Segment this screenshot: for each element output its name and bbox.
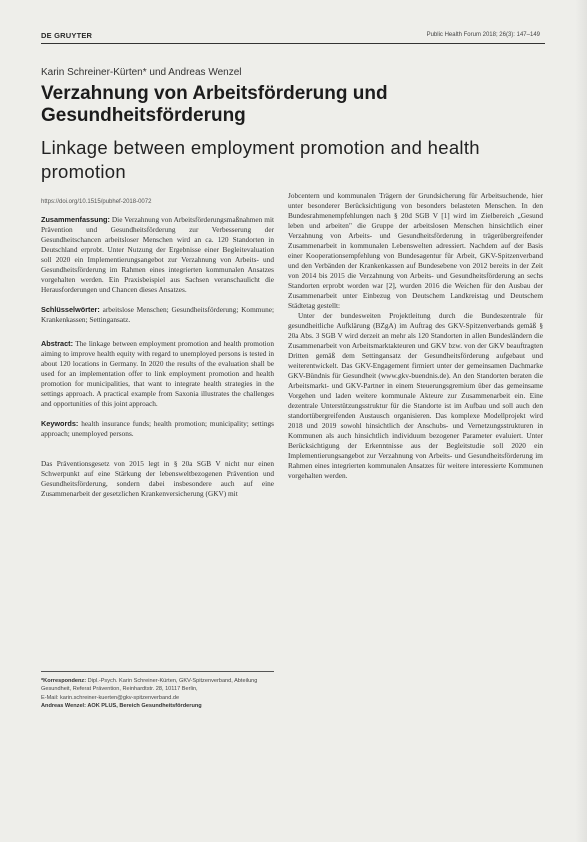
body-paragraph-1: Jobcentern und kommunalen Trägern der Grundsicherung für Arbeitsuchende, hier unter besonderer Berücksichtigung von besonders belasteten Menschen. In den Bundesrahmenempfehlungen nach § 20d SGB V [1] wird im Zielbereich „Gesund leben und arbeiten" die Gruppe der arbeitslosen Menschen hinsichtlich einer Verzahnung von Arbeits- und Gesundheitsförderung in trägerübergreifender Zusammenarbeit in kommunalen Lebenswelten adressiert. Nachdem auf der Basis einer Kooperationsempfehlung von Bundesagentur für Arbeit, GKV-Spitzenverband und den Verbänden der Krankenkassen auf Bundesebene von 2012 bereits in der Zeit von 2014 bis 2015 die Verzahnung von Arbeits- und Gesundheitsförderung an sechs Standorten erprobt worden war [2], wurden 2016 die Weichen für den Ausbau der Zusammenarbeit unter Einbezug von Deutschem Landkreistag und Deutschem Städtetag gestellt: bbox=[288, 191, 543, 310]
footnote-email[interactable]: E-Mail: karin.schreiner-kuerten@gkv-spitzenverband.de bbox=[41, 694, 180, 701]
intro-paragraph: Das Präventionsgesetz von 2015 legt in § 20a SGB V nicht nur einen Schwerpunkt auf eine Stärkung der lebensweltbezogenen Prävention und Gesundheitsförderung, sondern dabei insbesondere auch auf eine Zusammenarbeit der gesetzlichen Krankenversicherung (GKV) mit bbox=[41, 459, 274, 498]
keywords-text: health insurance funds; health promotion; municipality; settings approach; unemployed persons. bbox=[41, 419, 274, 438]
publisher-name: DE GRUYTER bbox=[41, 31, 93, 40]
author-line: Karin Schreiner-Kürten* und Andreas Wenzel bbox=[41, 67, 242, 78]
doi-link[interactable]: https://doi.org/10.1515/pubhef-2018-0072 bbox=[41, 199, 152, 205]
zusammenfassung-label: Zusammenfassung: bbox=[41, 215, 110, 224]
schluesselwoerter-block bbox=[41, 305, 274, 325]
journal-reference: Public Health Forum 2018; 26(3): 147–149 bbox=[426, 32, 540, 38]
body-paragraph-2: Unter der bundesweiten Projektleitung durch die Bundeszentrale für gesundheitliche Aufklärung (BZgA) im Auftrag des GKV-Spitzenverbands gemäß § 20a Abs. 3 SGB V wird derzeit an mehr als 120 Standorten in allen Bundesländern die Zusammenarbeit von Arbeitsmarktakteuren und GKV bzw. von der GKV beauftragten Dritten gemäß dem Settingansatz der Gesundheitsförderung aufgebaut und weiterentwickelt. Das GKV-Engagement firmiert unter der gemeinsamen Dachmarke GKV-Bündnis für Gesundheit (www.gkv-buendnis.de). An den Standorten beraten die Arbeitsmarkt- und GKV-Partner in einem Steuerungsgremium über das gemeinsame Vorgehen und laden weitere kommunale Akteure zur Zusammenarbeit ein. Eine dezentrale Unterstützungsstruktur für die Standorte ist im Aufbau und soll auch den standortübergreifenden Austausch organisieren. Das komplexe Modellprojekt wird 2018 und 2019 sowohl hinsichtlich der Anschubs- und Vernetzungsstrukturen in Kommunen als auch hinsichtlich individuum bezogener Parameter evaluiert. Unter Berücksichtigung der Erkenntnisse aus der Begleitstudie soll 2020 ein Implementierungsangebot zur Verzahnung von Arbeits- und Gesundheitsförderung im Rahmen eines integrierten kommunalen Ansatzes für weitere interessierte Kommunen vorgehalten werden. bbox=[288, 311, 543, 480]
schluesselwoerter-label: Schlüsselwörter: bbox=[41, 305, 100, 314]
title-english: Linkage between employment promotion and health promotion bbox=[41, 137, 480, 182]
abstract-label: Abstract: bbox=[41, 339, 74, 348]
abstract-block bbox=[41, 339, 274, 409]
abstract-text: The linkage between employment promotion and health promotion aiming to improve health equity with regard to unemployed persons is tested in about 120 locations in Germany. In 2020 the results of the evaluation shall be used for an implementation offer to link employment promotion and health promotion for municipalities, that want to integrate health strategies in the settings approach. A practical example from Saxonia illustrates the challenges and opportunities of this joint approach. bbox=[41, 339, 274, 408]
zusammenfassung-text: Die Verzahnung von Arbeitsförderungsmaßnahmen mit Prävention und Gesundheitsförderung zur Verbesserung der Gesundheitschancen arbeitsloser Menschen wird an ca. 120 Standorten in Deutschland erprobt. Unter Nutzung der Ergebnisse einer Begleitevaluation soll 2020 ein Implementierungsangebot zur Verzahnung von Arbeits- und Gesundheitsförderung im Rahmen eines integrierten kommunalen Ansatzes vorgehalten werden. Ein Praxisbeispiel aus Sachsen veranschaulicht die Herausforderungen und Chancen dieses Ansatzes. bbox=[41, 215, 275, 294]
footnote-label: *Korrespondenz: bbox=[41, 678, 87, 684]
scan-edge-shadow bbox=[575, 0, 587, 842]
footnote-address: Dipl.-Psych. Karin Schreiner-Kürten, GKV-Spitzenverband, Abteilung Gesundheit, Referat Prävention, Reinhardtstr. 28, 10117 Berlin, bbox=[41, 678, 258, 693]
keywords-block bbox=[41, 419, 274, 439]
zusammenfassung-block bbox=[41, 215, 274, 295]
correspondence-footnote bbox=[41, 671, 274, 711]
keywords-label: Keywords: bbox=[41, 419, 79, 428]
footnote-coauthor: Andreas Wenzel: AOK PLUS, Bereich Gesundheitsförderung bbox=[41, 703, 202, 710]
title-german: Verzahnung von Arbeitsförderung und Gesundheitsförderung bbox=[41, 83, 388, 126]
left-column bbox=[41, 197, 274, 499]
schluesselwoerter-text: arbeitslose Menschen; Gesundheitsförderung; Kommune; Krankenkassen; Settingansatz. bbox=[41, 305, 274, 324]
header-rule bbox=[41, 43, 545, 44]
right-column bbox=[288, 191, 543, 481]
